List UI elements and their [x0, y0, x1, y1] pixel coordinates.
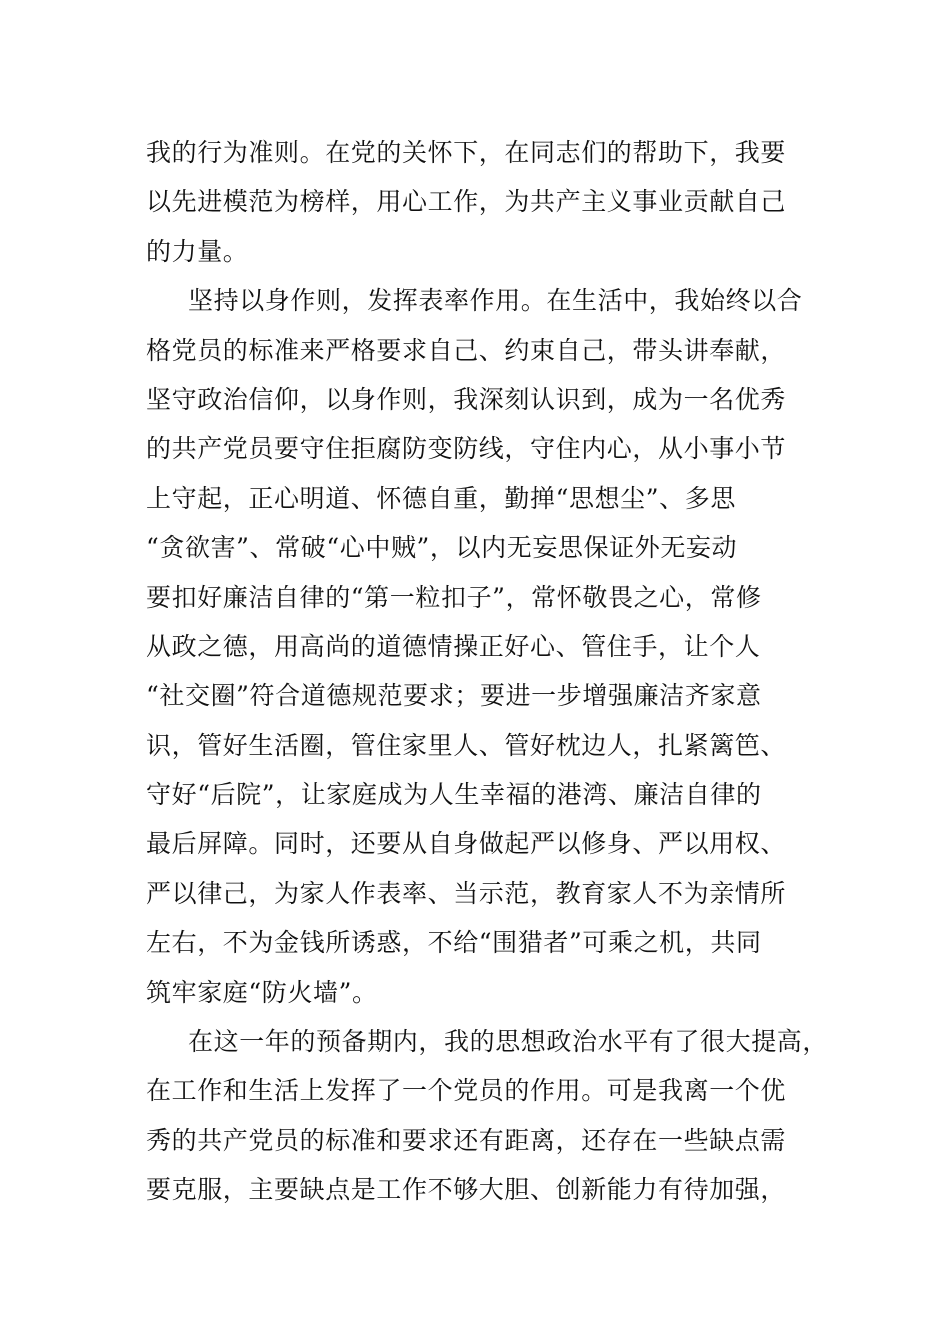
text-line: 要扣好廉洁自律的“第一粒扣子”，常怀敬畏之心，常修 [146, 582, 762, 612]
text-line: 要克服，主要缺点是工作不够大胆、创新能力有待加强， [146, 1175, 787, 1205]
text-line: 识，管好生活圈，管住家里人、管好枕边人，扎紧篱笆、 [146, 730, 787, 760]
text-line: 秀的共产党员的标准和要求还有距离，还存在一些缺点需 [146, 1125, 787, 1155]
text-line: 筑牢家庭“防火墙”。 [146, 977, 378, 1007]
text-line: 严以律己，为家人作表率、当示范，教育家人不为亲情所 [146, 878, 787, 908]
text-line: 上守起，正心明道、怀德自重，勤掸“思想尘”、多思 [146, 483, 736, 513]
paragraph-start-line: 在这一年的预备期内，我的思想政治水平有了很大提高， [188, 1027, 829, 1057]
text-line: 我的行为准则。在党的关怀下，在同志们的帮助下，我要 [146, 138, 787, 167]
text-line: 守好“后院”，让家庭成为人生幸福的港湾、廉洁自律的 [146, 780, 762, 810]
text-line: 格党员的标准来严格要求自己、约束自己，带头讲奉献， [146, 335, 787, 365]
text-line: 的力量。 [146, 236, 249, 266]
paragraph-start-line: 坚持以身作则，发挥表率作用。在生活中，我始终以合 [188, 286, 803, 316]
text-line: 从政之德，用高尚的道德情操正好心、管住手，让个人 [146, 631, 761, 661]
text-line: “社交圈”符合道德规范要求；要进一步增强廉洁齐家意 [146, 681, 762, 711]
text-line: 在工作和生活上发挥了一个党员的作用。可是我离一个优 [146, 1076, 787, 1106]
text-line: 的共产党员要守住拒腐防变防线，守住内心，从小事小节 [146, 434, 787, 464]
text-line: 最后屏障。同时，还要从自身做起严以修身、严以用权、 [146, 829, 787, 859]
text-line: 左右，不为金钱所诱惑，不给“围猎者”可乘之机，共同 [146, 928, 762, 958]
text-line: “贪欲害”、常破“心中贼”，以内无妄思保证外无妄动 [146, 533, 738, 563]
text-line: 以先进模范为榜样，用心工作，为共产主义事业贡献自己 [146, 187, 787, 217]
text-line: 坚守政治信仰，以身作则，我深刻认识到，成为一名优秀 [146, 384, 787, 414]
body-text [146, 128, 829, 1215]
